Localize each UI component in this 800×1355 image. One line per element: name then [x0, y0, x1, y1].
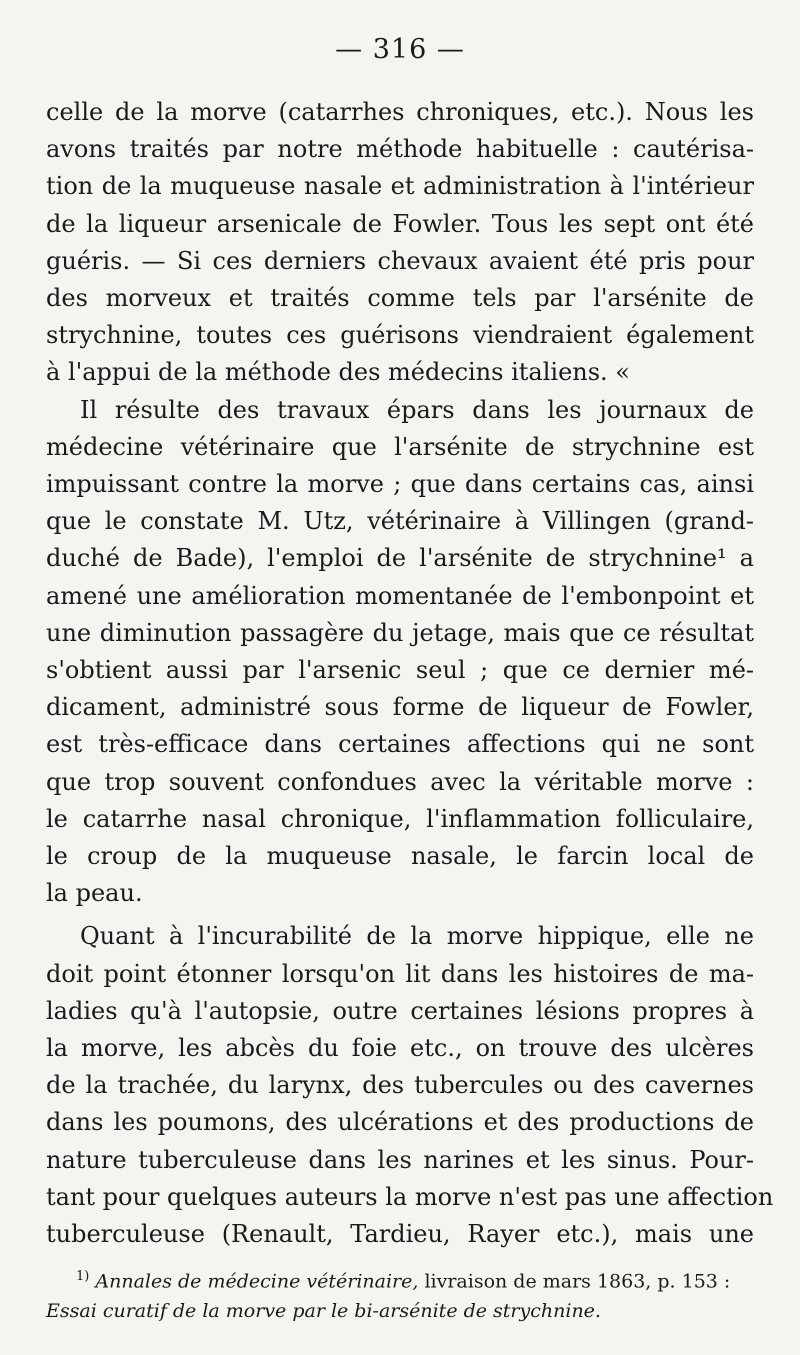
- footnote-journal: Annales de médecine vétérinaire,: [95, 1270, 419, 1293]
- text-line: impuissant contre la morve ; que dans certains cas, ainsi: [46, 470, 754, 499]
- text-line: tant pour quelques auteurs la morve n'est pas une affection: [46, 1182, 774, 1211]
- text-line: tion de la muqueuse nasale et administration à l'intérieur: [46, 172, 754, 201]
- text-line: des morveux et traités comme tels par l'arsénite de: [46, 284, 754, 313]
- paragraph-2: [46, 392, 754, 913]
- text-line: avons traités par notre méthode habituelle : cautérisa-: [46, 135, 754, 164]
- text-line: s'obtient aussi par l'arsenic seul ; que ce dernier mé-: [46, 656, 754, 685]
- text-line: ladies qu'à l'autopsie, outre certaines lésions propres à: [46, 996, 754, 1025]
- text-line: médecine vétérinaire que l'arsénite de strychnine est: [46, 432, 754, 461]
- footnote: [46, 1262, 758, 1326]
- text-line: nature tuberculeuse dans les narines et les sinus. Pour-: [46, 1145, 754, 1174]
- text-line: tuberculeuse (Renault, Tardieu, Rayer etc.), mais une: [46, 1220, 754, 1249]
- text-line: duché de Bade), l'emploi de l'arsénite de strychnine¹ a: [46, 544, 754, 573]
- text-line: la morve, les abcès du foie etc., on trouve des ulcères: [46, 1034, 754, 1063]
- text-line: le catarrhe nasal chronique, l'inflammation folliculaire,: [46, 804, 754, 833]
- text-line: dicament, administré sous forme de liqueur de Fowler,: [46, 693, 754, 722]
- text-line: dans les poumons, des ulcérations et des productions de: [46, 1108, 754, 1137]
- footnote-issue: livraison de mars 1863, p. 153 :: [424, 1270, 731, 1293]
- text-line: amené une amélioration momentanée de l'embonpoint et: [46, 581, 754, 610]
- text-line: Quant à l'incurabilité de la morve hippique, elle ne: [80, 922, 754, 951]
- text-line: celle de la morve (catarrhes chroniques, etc.). Nous les: [46, 98, 754, 126]
- text-line: Il résulte des travaux épars dans les journaux de: [80, 395, 754, 424]
- text-line: la peau.: [46, 879, 143, 908]
- text-line: de la trachée, du larynx, des tubercules ou des cavernes: [46, 1071, 754, 1100]
- paragraph-1: [46, 94, 754, 392]
- text-line: que le constate M. Utz, vétérinaire à Villingen (grand-: [46, 507, 754, 536]
- page-number: — 316 —: [335, 34, 465, 65]
- text-line: strychnine, toutes ces guérisons viendraient également: [46, 321, 754, 350]
- text-line: de la liqueur arsenicale de Fowler. Tous les sept ont été: [46, 209, 754, 238]
- text-line: est très-efficace dans certaines affections qui ne sont: [46, 730, 754, 759]
- body-text: [46, 94, 774, 1253]
- footnote-article: Essai curatif de la morve par le bi-arsénite de strychnine.: [46, 1300, 601, 1323]
- text-line: à l'appui de la méthode des médecins italiens. «: [46, 358, 630, 387]
- text-line: guéris. — Si ces derniers chevaux avaient été pris pour: [46, 246, 754, 275]
- text-line: une diminution passagère du jetage, mais que ce résultat: [46, 618, 754, 647]
- text-line: le croup de la muqueuse nasale, le farcin local de: [46, 842, 754, 871]
- paragraph-3: [46, 918, 774, 1253]
- footnote-line-1: [46, 1262, 758, 1296]
- footnote-marker: 1): [76, 1269, 90, 1284]
- text-line: que trop souvent confondues avec la véritable morve :: [46, 767, 754, 796]
- text-line: doit point étonner lorsqu'on lit dans les histoires de ma-: [46, 959, 754, 988]
